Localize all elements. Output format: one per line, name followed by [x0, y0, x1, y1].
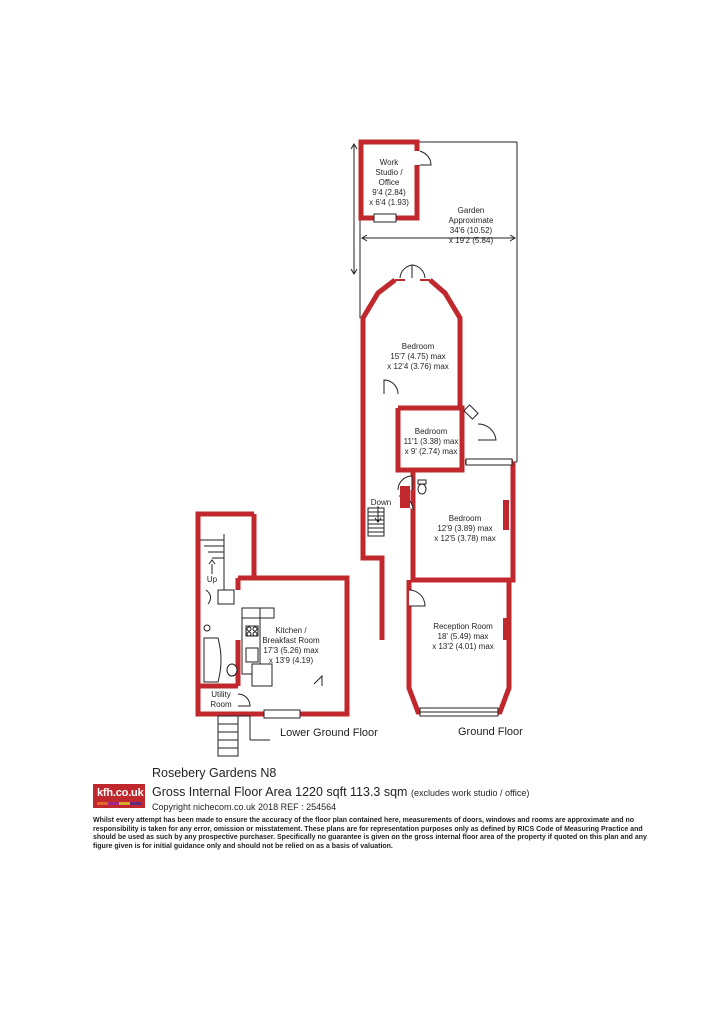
- copyright: Copyright nichecom.co.uk 2018 REF : 254564: [152, 802, 337, 812]
- kfh-logo: [93, 784, 145, 808]
- lower-ground-fittings: [200, 534, 322, 756]
- property-address: Rosebery Gardens N8: [152, 766, 277, 780]
- gross-area-note: (excludes work studio / office): [410, 788, 530, 798]
- kitchen-dim-1: 17'3 (5.26) max: [263, 646, 319, 655]
- bedroom-2-dim-1: 11'1 (3.38) max: [403, 437, 459, 446]
- gross-area: [152, 785, 529, 799]
- lower-ground-floor-label: Lower Ground Floor: [280, 727, 378, 739]
- kitchen-label-2: Breakfast Room: [262, 636, 320, 645]
- bedroom-2-dim-2: x 9' (2.74) max: [404, 447, 458, 456]
- utility-label-1: Utility: [211, 690, 231, 699]
- reception-name: Reception Room: [433, 622, 493, 631]
- garden-dim-1: 34'6 (10.52): [449, 226, 493, 235]
- gross-area-text: Gross Internal Floor Area 1220 sqft 113.3 sqm: [152, 785, 408, 799]
- studio-door-gap: [414, 151, 420, 165]
- bedroom-1-dim-1: 15'7 (4.75) max: [390, 352, 446, 361]
- stairs-down: [368, 506, 384, 536]
- stairs-up-label: Up: [206, 575, 218, 584]
- garden-dim-2: x 19'2 (5.84): [448, 236, 494, 245]
- work-studio-label-3: Office: [378, 178, 400, 187]
- bedroom-1-dim-2: x 12'4 (3.76) max: [387, 362, 449, 371]
- kitchen-label-1: Kitchen /: [275, 626, 307, 635]
- work-studio-label-2: Studio /: [375, 168, 403, 177]
- reception-dim-2: x 13'2 (4.01) max: [432, 642, 494, 651]
- logo-stripes: [97, 802, 141, 805]
- utility-label-2: Room: [210, 700, 232, 709]
- garden-label-2: Approximate: [448, 216, 494, 225]
- ground-floor-label: Ground Floor: [458, 726, 523, 738]
- reception-dim-1: 18' (5.49) max: [437, 632, 489, 641]
- bedroom-1-name: Bedroom: [401, 342, 435, 351]
- disclaimer: Whilst every attempt has been made to ensure the accuracy of the floor plan contained here, measurements of doors, windows and rooms are approximate and no responsibility is taken for any error, omission or misstatement. These plans are for representation purposes only as defined by RICS Code of Measuring Practice and should be used as such by any prospective purchaser. Specifically no guarantee is given on the gross internal floor area of the property if quoted on this plan and any figure given is for initial guidance only and should not be relied on as a basis of valuation.: [93, 817, 647, 850]
- bedroom-2-name: Bedroom: [414, 427, 448, 436]
- logo-text: kfh.co.uk: [97, 787, 144, 799]
- bedroom-3-dim-2: x 12'5 (3.78) max: [434, 534, 496, 543]
- work-studio-dim-2: x 6'4 (1.93): [369, 198, 409, 207]
- kitchen-dim-2: x 13'9 (4.19): [268, 656, 314, 665]
- bedroom-3-dim-1: 12'9 (3.89) max: [437, 524, 493, 533]
- work-studio-dim-1: 9'4 (2.84): [372, 188, 406, 197]
- stairs-down-label: Down: [370, 498, 392, 507]
- work-studio-label-1: Work: [379, 158, 399, 167]
- garden-label-1: Garden: [457, 206, 485, 215]
- bedroom-3-name: Bedroom: [448, 514, 482, 523]
